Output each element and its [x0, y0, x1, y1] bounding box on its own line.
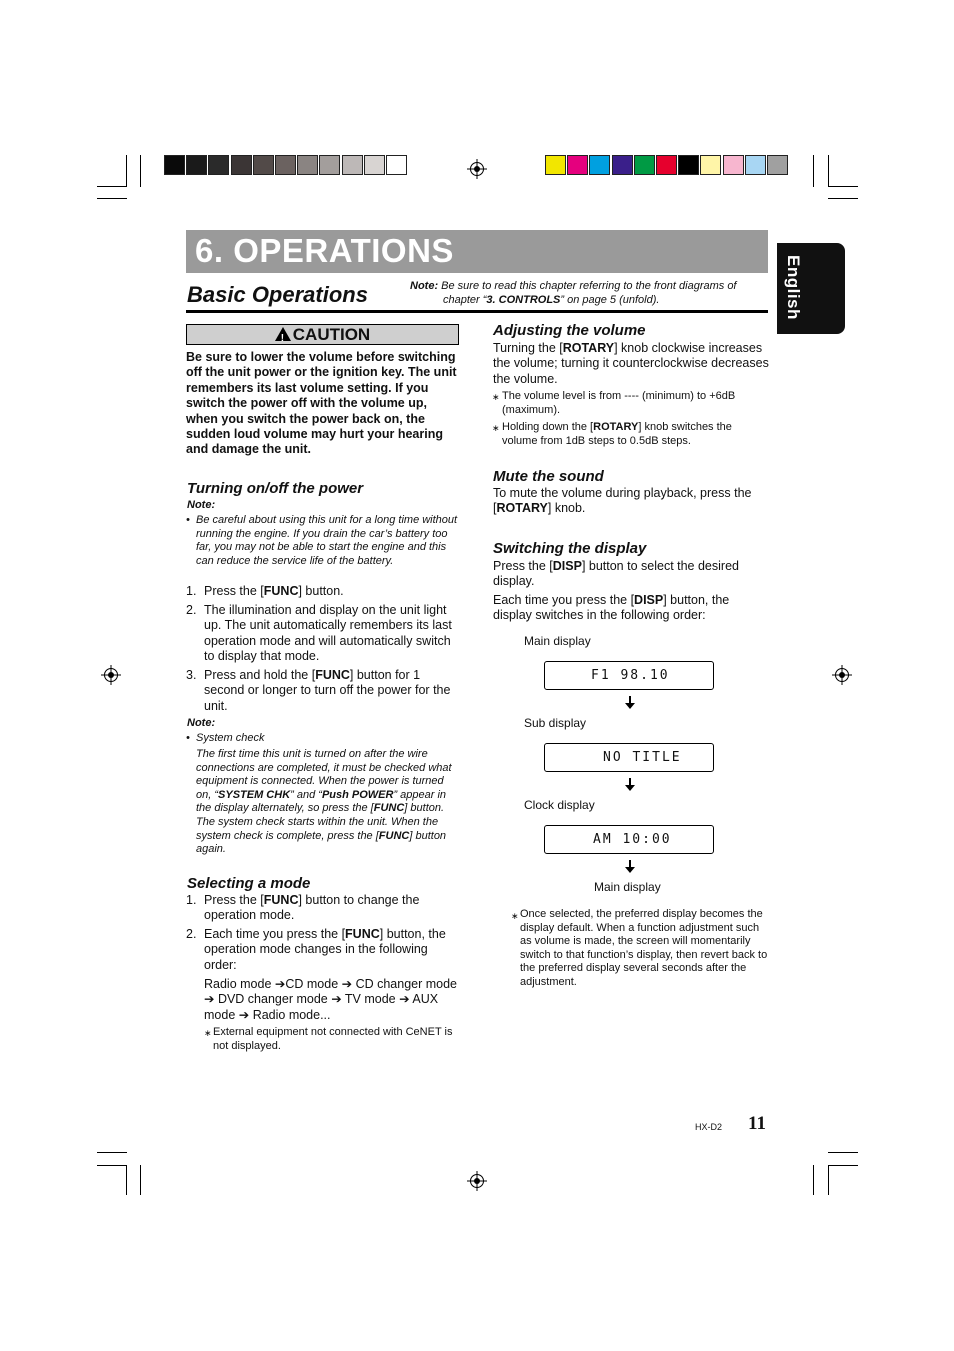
- chapter-title-bar: [186, 230, 768, 273]
- step-number: 2.: [186, 603, 197, 617]
- caution-text: Be sure to lower the volume before switching off the unit power or the ignition key. The unit remembers its last volume setting. If you switch the power off with the volume up, when you switch the power back on, the sudden loud volume may hurt your hearing and damage the unit.: [186, 350, 457, 457]
- color-swatch: [208, 155, 229, 175]
- color-swatch: [164, 155, 185, 175]
- bullet: •: [186, 732, 190, 744]
- color-swatch: [319, 155, 340, 175]
- step-number: 1.: [186, 893, 197, 907]
- display-footnote: Once selected, the preferred display becomes the display default. When a function adjustment such as volume is made, the screen will momentarily switch to that function’s display, then revert back to the preferred display several seconds after the adjustment.: [520, 908, 768, 988]
- color-swatch: [634, 155, 655, 175]
- note-text-bold: 3. CONTROLS: [486, 294, 561, 306]
- power-note-label: Note:: [187, 499, 216, 511]
- color-swatch: [723, 155, 744, 175]
- mode-footnote: External equipment not connected with CeNET is not displayed.: [213, 1026, 453, 1052]
- mode-step-2: Each time you press the [FUNC] button, the operation mode changes in the following order:: [204, 927, 446, 972]
- mute-heading: Mute the sound: [493, 468, 604, 485]
- power-step-3: Press and hold the [FUNC] button for 1 second or longer to turn off the power for the unit.: [204, 668, 451, 713]
- model-number: HX-D2: [695, 1122, 723, 1132]
- footnote-mark: ∗: [492, 423, 500, 433]
- system-note-label: Note:: [187, 717, 216, 729]
- arrow-down-icon: [625, 860, 635, 874]
- crop-mark: [97, 1165, 127, 1166]
- crop-mark: [828, 198, 858, 199]
- volume-footnote-1: The volume level is from ---- (minimum) to +6dB (maximum).: [502, 390, 736, 416]
- language-tab: [777, 243, 845, 334]
- display-text-2: Each time you press the [DISP] button, the display switches in the following order:: [493, 593, 730, 623]
- caution-label: !CAUTION: [275, 325, 370, 344]
- crop-mark: [126, 1165, 127, 1195]
- power-note-text: Be careful about using this unit for a long time without running the engine. If you drain the car’s battery too far, you may not be able to start the engine and this can reduce the service life of the battery.: [196, 514, 458, 567]
- crop-mark: [813, 1165, 814, 1195]
- crop-mark: [97, 186, 127, 187]
- crop-mark: [828, 155, 829, 187]
- system-check-text: The first time this unit is turned on after the wire connections are completed, it must be checked what equipment is connected. When the power is turned on, “SYSTEM CHK” and “Push POWER” appear in the display alternately, so press the [FUNC] button. The system check starts within the unit. When the system check is complete, press the [FUNC] button again.: [196, 748, 452, 856]
- registration-mark-icon: [104, 668, 118, 682]
- display-label: Sub display: [524, 716, 587, 730]
- display-heading: Switching the display: [493, 540, 647, 557]
- crop-mark: [828, 1165, 829, 1195]
- system-check-title: System check: [196, 732, 265, 744]
- registration-mark-icon: [470, 162, 484, 176]
- color-swatch: [678, 155, 699, 175]
- crop-mark: [97, 1152, 127, 1153]
- color-swatch: [364, 155, 385, 175]
- language-tab-label: English: [784, 255, 803, 320]
- crop-mark: [828, 186, 858, 187]
- lcd-clock-display: AM 10:00: [544, 825, 714, 854]
- caution-header: [186, 324, 459, 345]
- note-text: chapter “: [443, 294, 487, 306]
- step-number: 2.: [186, 927, 197, 941]
- lcd-main-display: F1 98.10: [544, 661, 714, 690]
- footnote-mark: ∗: [204, 1028, 212, 1038]
- mute-text: To mute the volume during playback, press the [ROTARY] knob.: [493, 486, 752, 516]
- arrow-down-icon: [625, 778, 635, 792]
- registration-mark-icon: [835, 668, 849, 682]
- section-divider: [186, 310, 768, 313]
- display-text-1: Press the [DISP] button to select the desired display.: [493, 559, 739, 589]
- mode-step-1: Press the [FUNC] button to change the operation mode.: [204, 893, 420, 923]
- color-swatch: [253, 155, 274, 175]
- color-swatch: [297, 155, 318, 175]
- volume-text: Turning the [ROTARY] knob clockwise increases the volume; turning it counterclockwise decreases the volume.: [493, 341, 769, 386]
- volume-heading: Adjusting the volume: [493, 322, 646, 339]
- color-swatch: [700, 155, 721, 175]
- color-swatch: [342, 155, 363, 175]
- color-swatch: [275, 155, 296, 175]
- color-swatch: [589, 155, 610, 175]
- display-label: Main display: [524, 634, 591, 648]
- section-note: [410, 279, 768, 307]
- color-swatch: [567, 155, 588, 175]
- power-heading: Turning on/off the power: [187, 480, 364, 497]
- step-number: 1.: [186, 584, 197, 598]
- crop-mark: [828, 1165, 858, 1166]
- note-label: Note:: [410, 280, 439, 292]
- crop-mark: [126, 155, 127, 187]
- step-number: 3.: [186, 668, 197, 682]
- mode-order: Radio mode ➔CD mode ➔ CD changer mode ➔ DVD changer mode ➔ TV mode ➔ AUX mode ➔ Radio mode...: [204, 977, 458, 1022]
- color-swatch: [231, 155, 252, 175]
- lcd-sub-display: NO TITLE: [544, 743, 714, 772]
- crop-mark: [828, 1152, 858, 1153]
- crop-mark: [97, 198, 127, 199]
- crop-mark: [140, 155, 141, 187]
- color-swatch: [745, 155, 766, 175]
- note-text: ” on page 5 (unfold).: [560, 294, 660, 306]
- color-swatch: [656, 155, 677, 175]
- arrow-down-icon: [625, 696, 635, 710]
- crop-mark: [813, 155, 814, 187]
- color-swatch: [186, 155, 207, 175]
- power-step-2: The illumination and display on the unit light up. The unit automatically remembers its last operation mode and will automatically switch to display that mode.: [204, 603, 452, 663]
- color-swatch: [767, 155, 788, 175]
- registration-mark-icon: [470, 1174, 484, 1188]
- color-swatch: [545, 155, 566, 175]
- crop-mark: [140, 1165, 141, 1195]
- bullet: •: [186, 514, 190, 526]
- warning-icon: [275, 327, 291, 341]
- footnote-mark: ∗: [492, 392, 500, 402]
- page-number: 11: [748, 1113, 766, 1134]
- volume-footnote-2: Holding down the [ROTARY] knob switches the volume from 1dB steps to 0.5dB steps.: [502, 421, 732, 447]
- footnote-mark: ∗: [511, 911, 519, 921]
- power-step-1: Press the [FUNC] button.: [204, 584, 344, 598]
- color-swatch: [612, 155, 633, 175]
- color-swatch: [386, 155, 407, 175]
- chapter-title: 6. OPERATIONS: [195, 232, 454, 269]
- display-label: Main display: [594, 880, 661, 894]
- section-title: Basic Operations: [187, 282, 368, 307]
- display-label: Clock display: [524, 798, 595, 812]
- mode-heading: Selecting a mode: [187, 875, 311, 892]
- note-text: Be sure to read this chapter referring to the front diagrams of: [441, 280, 737, 292]
